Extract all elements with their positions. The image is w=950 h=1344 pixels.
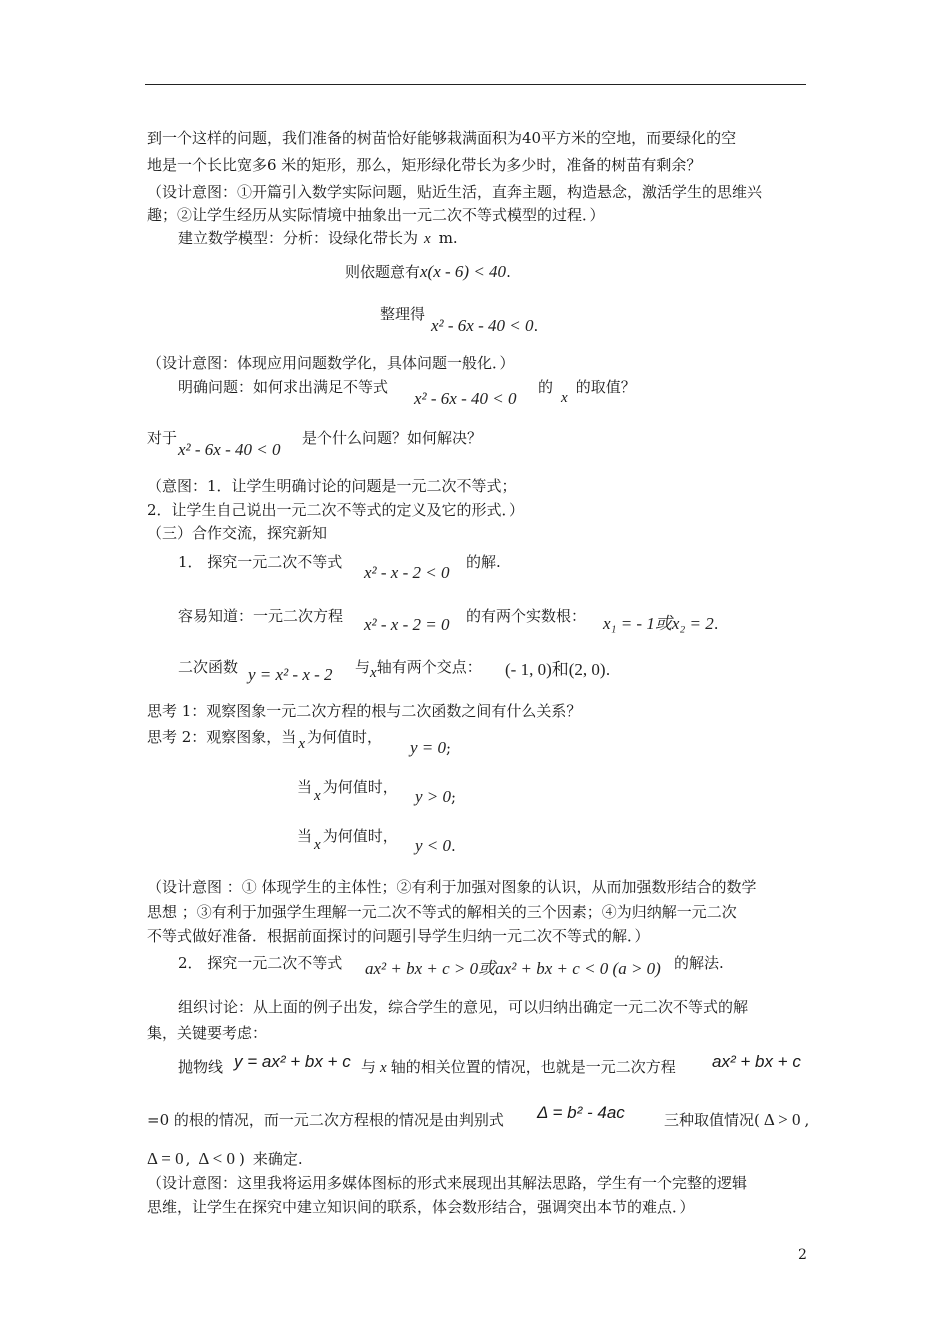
inequality: x² - 6x - 40 < 0 (431, 316, 534, 335)
design-intent-line: （设计意图：这里我将运用多媒体图标的形式来展现出其解法思路，学生有一个完整的逻辑 (147, 1174, 748, 1192)
text: 与 (355, 658, 371, 676)
inequality-line (345, 262, 511, 282)
design-intent-line: 思维，让学生在探究中建立知识间的联系，体会数形结合，强调突出本节的难点．） (147, 1198, 695, 1216)
condition: y > 0 (415, 787, 452, 806)
think-line (297, 777, 398, 804)
case-positive: Δ > 0 (763, 1110, 801, 1129)
math-expression (537, 1103, 625, 1123)
text: 对于 (147, 429, 178, 447)
text: 当 (297, 778, 313, 796)
paragraph-line: 到一个这样的问题，我们准备的树苗恰好能够栽满面积为40平方米的空地，而要绿化的空 (147, 129, 737, 147)
design-intent-line: （设计意图：①开篇引入数学实际问题，贴近生活，直奔主题，构造悬念，激活学生的思维兴 (147, 183, 763, 201)
question-line-tail: 是个什么问题？如何解决？ (302, 429, 483, 447)
discriminant: Δ = b² - 4ac (537, 1103, 625, 1122)
think-line: 思考 1：观察图象一元二次方程的根与二次函数之间有什么关系？ (147, 702, 582, 720)
paragraph-line: 地是一个长比宽多6 米的矩形，那么，矩形绿化带长为多少时，准备的树苗有剩余？ (147, 156, 702, 174)
text: 明确问题：如何求出满足不等式 (178, 378, 389, 396)
punct: . (713, 615, 719, 633)
text: 思考 2：观察图象，当 (147, 728, 297, 746)
design-intent-line: （设计意图：体现应用问题数学化，具体问题一般化．） (147, 354, 515, 372)
variable-x: x (298, 736, 305, 752)
text: 二次函数 (178, 658, 239, 676)
math-expression (712, 1052, 801, 1072)
variable-x: x (314, 788, 321, 804)
equation: x² - x - 2 = 0 (364, 615, 450, 634)
explore-line (178, 552, 342, 572)
inequality: x² - x - 2 < 0 (364, 563, 450, 582)
punct: ; (446, 739, 452, 757)
punct: , (804, 1111, 810, 1129)
roots: x₁ = - 1或x₂ = 2 (603, 614, 714, 633)
math-expression (603, 614, 719, 634)
discussion-line: 组织讨论：从上面的例子出发，综合学生的意见，可以归纳出确定一元二次不等式的解 (178, 998, 749, 1016)
variable-x: x (380, 1060, 387, 1076)
punct: ; (451, 788, 457, 806)
punct: . (533, 317, 539, 335)
text: 容易知道：一元二次方程 (178, 607, 344, 625)
case-zero: Δ = 0 (147, 1149, 184, 1168)
math-expression (234, 1052, 351, 1072)
math-expression (248, 665, 333, 685)
page-number: 2 (798, 1247, 807, 1263)
text: 与 (361, 1058, 377, 1076)
text: 则依题意有 (345, 263, 421, 281)
discriminant-line (147, 1110, 504, 1130)
punct: ) (238, 1150, 245, 1168)
math-expression (410, 738, 451, 758)
simplified-line (380, 304, 425, 324)
math-expression (364, 615, 449, 635)
inequality: x² - 6x - 40 < 0 (414, 389, 517, 408)
cases-line (147, 1149, 303, 1169)
quadratic: ax² + bx + c (712, 1052, 801, 1071)
punct: . (605, 661, 611, 679)
points: (- 1, 0)和(2, 0) (505, 660, 606, 679)
text: 轴有两个交点： (376, 658, 482, 676)
variable-x: x (314, 837, 321, 853)
roots-line-mid: 的有两个实数根： (466, 607, 587, 625)
function: y = x² - x - 2 (248, 665, 333, 684)
parabola-line (178, 1057, 223, 1077)
section-heading: （三）合作交流，探究新知 (147, 524, 328, 542)
punct: . (451, 837, 456, 855)
roots-line (178, 606, 343, 626)
text: 建立数学模型：分析：设绿化带长为 (178, 229, 419, 247)
parabola-line-mid (361, 1057, 676, 1078)
math-expression (415, 787, 456, 807)
inequality: x² - 6x - 40 < 0 (178, 440, 281, 459)
intersection-line (178, 657, 238, 677)
text: =0 的根的情况，而一元二次方程根的情况是由判别式 (147, 1111, 504, 1129)
design-intent-line: 思想 ；③有利于加强学生理解一元二次不等式的解相关的三个因素；④为归纳解一元二次 (147, 903, 737, 921)
case-negative: Δ < 0 (198, 1149, 235, 1168)
math-expression (364, 563, 449, 583)
condition: y = 0 (410, 738, 447, 757)
condition: y < 0 (415, 836, 452, 855)
punct: , (185, 1150, 191, 1168)
question-line (147, 428, 177, 448)
text: 为何值时， (306, 728, 382, 746)
math-expression (505, 660, 610, 680)
text: 抛物线 (178, 1058, 224, 1076)
header-rule (145, 84, 806, 85)
text: 的 (538, 378, 554, 396)
design-intent-line: 不等式做好准备．根据前面探讨的问题引导学生归纳一元二次不等式的解．） (147, 927, 650, 945)
question-line (178, 377, 388, 397)
model-setup-line (178, 228, 458, 249)
variable-x: x (424, 231, 431, 247)
text: 为何值时， (322, 827, 398, 845)
intent-line: 2．让学生自己说出一元二次不等式的定义及它的形式．） (147, 501, 525, 519)
think-line (147, 727, 382, 752)
math-expression (415, 836, 456, 856)
math-expression (178, 440, 280, 460)
text: 三种取值情况( (664, 1111, 760, 1129)
text: 轴的相关位置的情况，也就是一元二次方程 (390, 1058, 676, 1076)
math-expression (431, 316, 538, 336)
discriminant-line-tail (664, 1110, 809, 1130)
math-expression (414, 389, 516, 409)
explore-line-tail: 的解法. (674, 954, 724, 972)
text: 整理得 (380, 305, 426, 323)
text: 为何值时， (322, 778, 398, 796)
variable-x: x (561, 390, 568, 406)
question-line-tail (538, 377, 636, 406)
intersection-line-mid (355, 657, 482, 681)
text: 1． 探究一元二次不等式 (178, 553, 343, 571)
punct: . (506, 263, 511, 281)
text: 来确定. (252, 1150, 303, 1168)
text: 2． 探究一元二次不等式 (178, 954, 343, 972)
parabola: y = ax² + bx + c (234, 1052, 351, 1071)
unit: m. (438, 229, 458, 247)
discussion-line: 集，关键要考虑： (147, 1024, 268, 1042)
explore-line (178, 953, 342, 973)
explore-line-tail: 的解. (466, 553, 501, 571)
math-expression (365, 959, 661, 979)
text: 的取值？ (575, 378, 636, 396)
math-expression: x(x - 6) < 40 (420, 262, 507, 281)
intent-line: （意图：1．让学生明确讨论的问题是一元二次不等式； (147, 477, 517, 495)
think-line (297, 826, 398, 853)
design-intent-line: （设计意图 ：① 体现学生的主体性；②有利于加强对图象的认识，从而加强数形结合的数学 (147, 878, 757, 896)
text: 当 (297, 827, 313, 845)
variable-x: x (370, 665, 377, 681)
inequalities: ax² + bx + c > 0或ax² + bx + c < 0 (a > 0) (365, 959, 661, 978)
design-intent-line: 趣；②让学生经历从实际情境中抽象出一元二次不等式模型的过程．） (147, 206, 605, 224)
